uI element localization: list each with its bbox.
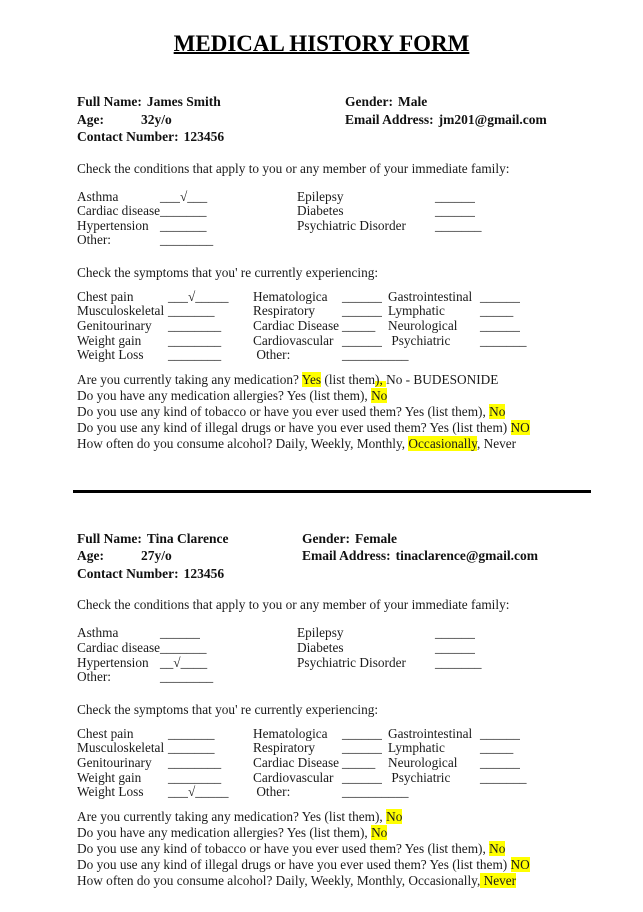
symptom-row xyxy=(77,334,633,349)
symptom-blank: __________ xyxy=(342,784,409,800)
patient-info-left-column xyxy=(77,93,345,146)
symptom-row xyxy=(77,348,633,363)
condition-blank: ______ xyxy=(435,639,475,655)
email-label: Email Address: xyxy=(345,111,434,127)
symptom-row xyxy=(77,785,633,800)
question-text: No - BUDESONIDE xyxy=(386,371,499,387)
symptom-row xyxy=(77,304,633,319)
contact-number-value: 123456 xyxy=(183,565,225,581)
symptom-label: Hematologica xyxy=(253,725,328,741)
symptoms-prompt: Check the symptoms that you' re currently experiencing: xyxy=(77,701,379,717)
symptom-label: Cardiovascular xyxy=(253,769,334,785)
symptom-row xyxy=(77,756,633,771)
answer-highlight: No xyxy=(386,808,403,824)
symptom-blank: ________ xyxy=(168,332,222,348)
symptom-blank: ______ xyxy=(480,754,520,770)
symptoms-prompt: Check the symptoms that you' re currently experiencing: xyxy=(77,264,379,280)
patient-info-block xyxy=(77,93,633,146)
condition-label: Psychiatric Disorder xyxy=(297,217,406,233)
condition-label: Epilepsy xyxy=(297,625,344,641)
condition-blank-checked: __√____ xyxy=(160,654,208,670)
conditions-list xyxy=(77,190,633,248)
symptoms-list xyxy=(77,290,633,363)
answer-highlight: No xyxy=(489,403,506,419)
question-text: How often do you consume alcohol? Daily, Weekly, Monthly, Occasionally, xyxy=(77,872,481,888)
symptom-label: Cardiac Disease xyxy=(253,754,340,770)
email-row xyxy=(345,111,547,129)
symptom-label: Neurological xyxy=(388,754,458,770)
contact-number-row xyxy=(77,565,302,583)
symptom-blank: _______ xyxy=(168,303,215,319)
answer-highlight: No xyxy=(489,840,506,856)
full-name-value: Tina Clarence xyxy=(146,530,229,546)
condition-blank: _______ xyxy=(160,639,207,655)
age-value: 32y/o xyxy=(141,111,172,127)
symptom-blank: ________ xyxy=(168,347,222,363)
symptom-label: Respiratory xyxy=(253,303,316,319)
full-name-value: James Smith xyxy=(146,94,221,109)
answer-highlight: No xyxy=(371,387,388,403)
condition-label: Diabetes xyxy=(297,639,344,655)
symptom-blank: ________ xyxy=(168,318,222,334)
question-text: Do you use any kind of illegal drugs or have you ever used them? Yes (list them) xyxy=(77,419,511,435)
question-text: Do you have any medication allergies? Yes (list them), xyxy=(77,824,372,840)
condition-row xyxy=(77,656,633,671)
contact-number-label: Contact Number: xyxy=(77,565,179,581)
conditions-list xyxy=(77,626,633,684)
symptom-label: Cardiovascular xyxy=(253,332,334,348)
condition-blank-checked: ___√___ xyxy=(160,188,208,204)
symptom-label: Other: xyxy=(253,784,291,800)
question-line xyxy=(77,825,633,841)
question-text: Are you currently taking any medication? xyxy=(77,371,302,387)
condition-blank: ______ xyxy=(435,203,475,219)
email-label: Email Address: xyxy=(302,548,391,564)
symptom-label: Weight gain xyxy=(77,769,142,785)
question-line xyxy=(77,436,633,452)
question-line xyxy=(77,420,633,436)
question-text: Do you use any kind of tobacco or have you ever used them? Yes (list them), xyxy=(77,403,490,419)
symptom-label: Genitourinary xyxy=(77,754,152,770)
conditions-prompt: Check the conditions that apply to you or any member of your immediate family: xyxy=(77,160,510,176)
symptom-blank: __________ xyxy=(342,347,409,363)
age-label: Age: xyxy=(77,111,104,127)
symptom-row xyxy=(77,741,633,756)
symptom-label: Genitourinary xyxy=(77,318,152,334)
symptom-blank: ______ xyxy=(342,740,382,756)
condition-row xyxy=(77,641,633,656)
medication-questions xyxy=(77,372,633,452)
condition-label: Asthma xyxy=(77,188,119,204)
patient-info-right-column xyxy=(345,93,547,146)
answer-highlight: ), xyxy=(375,371,387,387)
symptom-row xyxy=(77,727,633,742)
condition-blank: ________ xyxy=(160,669,214,685)
condition-row xyxy=(77,670,633,685)
symptom-label: Hematologica xyxy=(253,288,328,304)
full-name-label: Full Name: xyxy=(77,530,142,546)
question-line xyxy=(77,388,633,404)
gender-value: Female xyxy=(355,530,397,546)
answer-highlight: NO xyxy=(510,856,530,872)
symptom-label: Chest pain xyxy=(77,725,134,741)
patient-info-right-column xyxy=(302,530,538,583)
question-line xyxy=(77,809,633,825)
condition-blank: ______ xyxy=(435,188,475,204)
symptom-label: Chest pain xyxy=(77,288,134,304)
symptom-row xyxy=(77,319,633,334)
email-value: tinaclarence@gmail.com xyxy=(395,548,539,564)
section-divider xyxy=(73,490,591,493)
question-text: Do you use any kind of illegal drugs or have you ever used them? Yes (list them) xyxy=(77,856,511,872)
symptom-blank: _______ xyxy=(168,725,215,741)
contact-number-value: 123456 xyxy=(183,129,225,144)
condition-blank: _______ xyxy=(160,203,207,219)
symptom-blank: ______ xyxy=(342,303,382,319)
patient-info-block xyxy=(77,530,633,583)
symptom-label: Other: xyxy=(253,347,291,363)
full-name-row xyxy=(77,530,302,548)
symptom-label: Musculoskeletal xyxy=(77,740,165,756)
symptom-blank-checked: ___√_____ xyxy=(168,784,229,800)
symptom-blank: _____ xyxy=(342,754,376,770)
condition-blank: _______ xyxy=(435,654,482,670)
condition-row xyxy=(77,219,633,234)
symptom-label: Weight Loss xyxy=(77,347,144,363)
symptom-blank: _____ xyxy=(480,740,514,756)
condition-label: Hypertension xyxy=(77,654,149,670)
symptom-label: Musculoskeletal xyxy=(77,303,165,319)
condition-label: Other: xyxy=(77,669,111,685)
question-line xyxy=(77,841,633,857)
gender-value: Male xyxy=(398,94,428,109)
symptom-blank-checked: ___√_____ xyxy=(168,288,229,304)
answer-highlight: Never xyxy=(480,872,517,888)
question-text: Do you use any kind of tobacco or have you ever used them? Yes (list them), xyxy=(77,840,490,856)
symptom-label: Lymphatic xyxy=(388,303,445,319)
question-text: Do you have any medication allergies? Yes (list them), xyxy=(77,387,372,403)
full-name-label: Full Name: xyxy=(77,94,142,109)
question-line xyxy=(77,857,633,873)
question-line xyxy=(77,873,633,889)
question-text: How often do you consume alcohol? Daily, Weekly, Monthly, xyxy=(77,435,409,451)
question-line xyxy=(77,372,633,388)
condition-label: Cardiac disease xyxy=(77,639,161,655)
condition-blank: ______ xyxy=(435,625,475,641)
condition-label: Other: xyxy=(77,232,111,248)
symptom-blank: ______ xyxy=(342,288,382,304)
condition-label: Hypertension xyxy=(77,217,149,233)
symptom-blank: ______ xyxy=(342,769,382,785)
age-row xyxy=(77,111,345,129)
condition-row xyxy=(77,233,633,248)
symptom-blank: ______ xyxy=(480,725,520,741)
symptoms-list xyxy=(77,727,633,800)
gender-label: Gender: xyxy=(302,530,350,546)
medication-questions xyxy=(77,809,633,889)
symptom-blank: ______ xyxy=(342,332,382,348)
symptom-label: Gastrointestinal xyxy=(388,288,473,304)
symptom-label: Psychiatric xyxy=(388,332,451,348)
symptom-blank: ______ xyxy=(342,725,382,741)
symptom-label: Lymphatic xyxy=(388,740,445,756)
gender-row xyxy=(302,530,538,548)
condition-label: Cardiac disease xyxy=(77,203,161,219)
answer-highlight: Occasionally xyxy=(408,435,477,451)
patient-info-left-column xyxy=(77,530,302,583)
contact-number-label: Contact Number: xyxy=(77,129,179,144)
condition-row xyxy=(77,190,633,205)
question-text: Are you currently taking any medication? Yes (list them), xyxy=(77,808,387,824)
condition-row xyxy=(77,204,633,219)
gender-label: Gender: xyxy=(345,94,393,109)
symptom-blank: _____ xyxy=(342,318,376,334)
symptom-label: Psychiatric xyxy=(388,769,451,785)
age-value: 27y/o xyxy=(141,548,172,564)
condition-blank: ________ xyxy=(160,232,214,248)
symptom-blank: _______ xyxy=(168,740,215,756)
symptom-row xyxy=(77,290,633,305)
symptom-label: Cardiac Disease xyxy=(253,318,340,334)
condition-row xyxy=(77,626,633,641)
symptom-blank: ______ xyxy=(480,318,520,334)
condition-blank: _______ xyxy=(160,217,207,233)
full-name-row xyxy=(77,93,345,111)
symptom-blank: ______ xyxy=(480,288,520,304)
symptom-label: Weight gain xyxy=(77,332,142,348)
patient-1-section xyxy=(0,93,643,452)
age-row xyxy=(77,547,302,565)
condition-blank: ______ xyxy=(160,625,200,641)
question-text: (list them xyxy=(321,371,376,387)
condition-blank: _______ xyxy=(435,217,482,233)
symptom-label: Gastrointestinal xyxy=(388,725,473,741)
condition-label: Epilepsy xyxy=(297,188,344,204)
contact-number-row xyxy=(77,128,345,146)
symptom-blank: ________ xyxy=(168,769,222,785)
condition-label: Diabetes xyxy=(297,203,344,219)
symptom-blank: _____ xyxy=(480,303,514,319)
gender-row xyxy=(345,93,547,111)
symptom-blank: _______ xyxy=(480,332,527,348)
page-title: MEDICAL HISTORY FORM xyxy=(173,31,470,56)
condition-label: Asthma xyxy=(77,625,119,641)
symptom-row xyxy=(77,771,633,786)
symptom-label: Respiratory xyxy=(253,740,316,756)
condition-label: Psychiatric Disorder xyxy=(297,654,406,670)
conditions-prompt: Check the conditions that apply to you or any member of your immediate family: xyxy=(77,597,510,613)
answer-highlight: No xyxy=(371,824,388,840)
symptom-blank: ________ xyxy=(168,754,222,770)
email-value: jm201@gmail.com xyxy=(438,111,547,127)
question-line xyxy=(77,404,633,420)
answer-highlight: NO xyxy=(510,419,530,435)
answer-highlight: Yes xyxy=(301,371,322,387)
symptom-label: Neurological xyxy=(388,318,458,334)
symptom-label: Weight Loss xyxy=(77,784,144,800)
question-text: , Never xyxy=(476,435,517,451)
symptom-blank: _______ xyxy=(480,769,527,785)
patient-2-section xyxy=(0,530,643,889)
email-row xyxy=(302,547,538,565)
age-label: Age: xyxy=(77,548,104,564)
